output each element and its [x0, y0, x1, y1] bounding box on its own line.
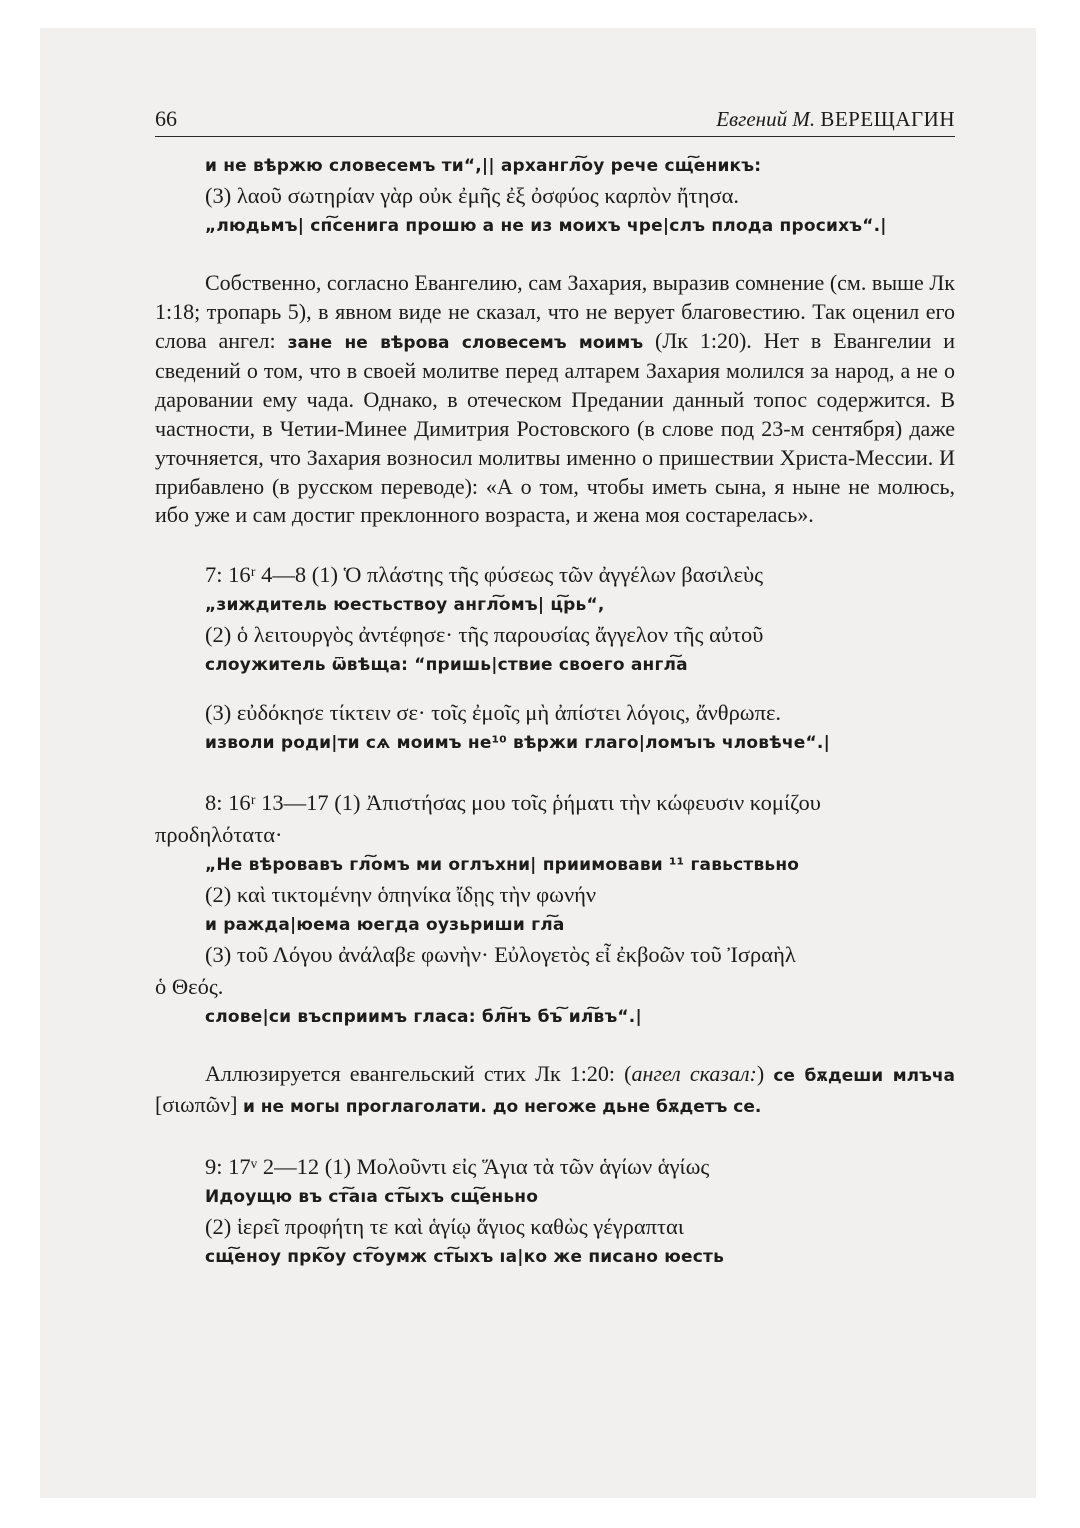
page-header: [155, 100, 955, 132]
book-page: [155, 100, 955, 1480]
slavonic-line: слове|си въсприимъ гласа: бл͠нъ бъ͠ ил͠въ“.|: [205, 1007, 642, 1028]
greek-line: (3) λαοῦ σωτηρίαν γὰρ οὐκ ἐμῆς ἐξ ὀσφύος καρπὸν ἤτησα.: [205, 183, 740, 208]
slavonic-line: Идоущю въ ст͠аıа ст͠ыхъ сщ͠еньно: [205, 1186, 539, 1207]
slavonic-quote: и не могы проглаголати. до негоже дьне бѫдетъ се.: [242, 1096, 762, 1117]
troparion-9-block: [155, 1152, 955, 1270]
page-number: 66: [155, 106, 177, 131]
greek-gloss: [σιωπῶν]: [155, 1091, 243, 1117]
slavonic-line: „зиждитель юестьствоу англ͠омъ| ц͠рь“,: [205, 595, 605, 616]
greek-line: ὁ Θεός.: [155, 974, 224, 1000]
prose-text: Собственно, согласно Евангелию, сам Захария, выразив сомнение (см. выше Лк 1:18; тропарь 5), в явном виде не сказал, что не верует благовестию. Так оценил его слова ангел:: [155, 270, 955, 353]
slavonic-line: „Не вѣровавъ гл͠омъ ми оглъхни| приимовави ¹¹ гавьствьно: [205, 855, 800, 876]
italic-note: ангел сказал:: [631, 1061, 757, 1087]
prose-text: (Лк 1:20). Нет в Евангелии и сведений о том, что в своей молитве перед алтарем Захария молился за народ, а не о даровании ему чада. Однако, в отеческом Предании данный топос содержится. В частности, в Четии-Минее Димитрия Ростовского (в слове под 23-м сентября) даже уточняется, что Захария возносил молитвы именно о пришествии Христа-Мессии. И прибавлено (в русском переводе): «А о том, чтобы иметь сына, я ныне не молюсь, ибо уже и сам достиг преклонного возраста, и жена моя состарелась».: [155, 327, 955, 528]
greek-line: (3) τοῦ Λόγου ἀνάλαβε φωνὴν· Εὐλογετὸς εἶ ἐκβοῶν τοῦ Ἰσραὴλ: [205, 942, 796, 968]
prose-text: ): [756, 1061, 774, 1087]
greek-line: 8: 16ʳ 13—17 (1) Ἀπιστήσας μου τοῖς ῥήματι τὴν κώφευσιν κομίζου: [205, 790, 821, 816]
troparion-7-block: [155, 560, 955, 756]
greek-line: (2) ἱερεῖ προφήτη τε καὶ ἁγίῳ ἅγιος καθὼς γέγραπται: [205, 1213, 684, 1239]
author-surname: ВЕРЕЩАГИН: [820, 107, 955, 131]
slavonic-quote: се бѫдеши млъча: [773, 1066, 956, 1087]
greek-line: 9: 17ᵛ 2—12 (1) Μολοῦντι εἰς Ἅγια τὰ τῶν ἁγίων ἁγίως: [205, 1153, 710, 1179]
slavonic-line: слоужитель ѿвѣща: “пришь|ствие своего англ͠а: [205, 655, 688, 676]
slavonic-line: изволи роди|ти сѧ моимъ не¹⁰ вѣржи глаго|ломъıъ чловѣче“.|: [205, 733, 830, 754]
troparion-8-block: [155, 788, 955, 1030]
greek-line: προδηλότατα·: [155, 822, 283, 848]
greek-line: (3) εὐδόκησε τίκτειν σε· τοῖς ἐμοῖς μὴ ἀπίστει λόγοις, ἄνθρωπε.: [205, 700, 782, 726]
greek-line: (2) καὶ τικτομένην ὁπηνίκα ἴδῃς τὴν φωνήν: [205, 882, 597, 908]
slavonic-line: сщ͠еноу прк͠оу ст͠оумж ст͠ыхъ ıа|ко же писано юесть: [205, 1246, 725, 1267]
commentary-paragraph: [155, 269, 955, 530]
slavonic-quote: зане не вѣрова словесемъ моимъ: [287, 332, 644, 353]
troparion-3-block: [155, 153, 955, 239]
prose-text: Аллюзируется евангельский стих Лк 1:20: (: [205, 1061, 632, 1087]
slavonic-line: и не вѣржю словесемъ ти“,|| архангл͠оу рече сщ͠еникъ:: [205, 156, 762, 176]
slavonic-line: и раждa|юема юегда оузьриши гл͠а: [205, 915, 565, 936]
running-head: [716, 107, 955, 132]
allusion-paragraph: [155, 1060, 955, 1122]
slavonic-line: „людьмъ| сп͠сенига прошю а не из моихъ чре|слъ плода просихъ“.|: [205, 216, 887, 236]
author-name: Евгений М.: [716, 107, 816, 131]
greek-line: (2) ὁ λειτουργὸς ἀντέφησε· τῆς παρουσίας ἄγγελον τῆς αὐτοῦ: [205, 622, 764, 648]
greek-line: 7: 16ʳ 4—8 (1) Ὁ πλάστης τῆς φύσεως τῶν ἀγγέλων βασιλεὺς: [205, 562, 764, 588]
